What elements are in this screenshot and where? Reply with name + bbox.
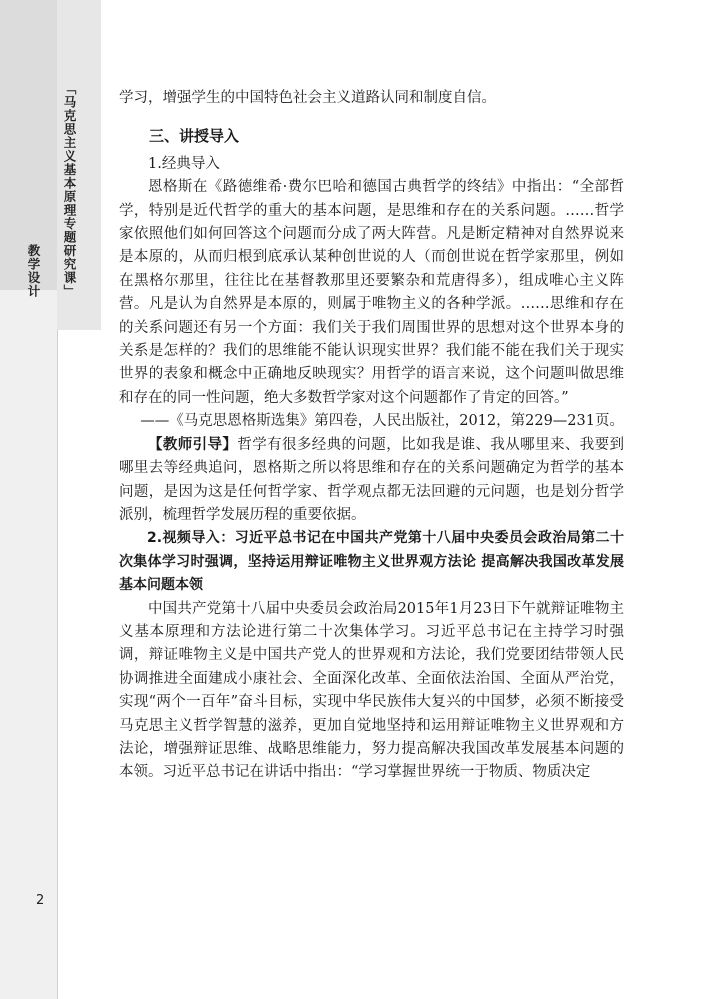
- video-paragraph: 中国共产党第十八届中央委员会政治局2015年1月23日下午就辩证唯物主义基本原理和方法论进行第二十次集体学习。习近平总书记在主持学习时强调，辩证唯物主义是中国共产党人的世界观和方法论，我们党要团结带领人民协调推进全面建成小康社会、全面深化改革、全面依法治国、全面从严治党，实现“两个一百年”奋斗目标，实现中华民族伟大复兴的中国梦，必须不断接受马克思主义哲学智慧的滋养，更加自觉地坚持和运用辩证唯物主义世界观和方法论，增强辩证思维、战略思维能力，努力提高解决我国改革发展基本问题的本领。习近平总书记在讲话中指出：“学习掌握世界统一于物质、物质决定: [119, 600, 624, 781]
- video-heading: 2.视频导入：习近平总书记在中国共产党第十八届中央委员会政治局第二十次集体学习时强调，坚持运用辩证唯物主义世界观方法论 提高解决我国改革发展基本问题本领: [119, 530, 624, 594]
- teacher-guide-text: 哲学有很多经典的问题，比如我是谁、我从哪里来、我要到哪里去等经典追问，恩格斯之所以将思维和存在的关系问题确定为哲学的基本问题，是因为这是任何哲学家、哲学观点都无法回避的元问题，也是划分哲学派别，梳理哲学发展历程的重要依据。: [119, 436, 625, 523]
- section-label: 教学设计: [26, 244, 41, 298]
- citation: ——《马克思恩格斯选集》第四卷，人民出版社，2012，第229—231页。: [140, 413, 624, 430]
- sub-heading-classic: 1.经典导入: [148, 155, 220, 172]
- teacher-guide: [119, 434, 624, 528]
- sidebar-strip-lower: [0, 290, 57, 999]
- intro-continuation: 学习，增强学生的中国特色社会主义道路认同和制度自信。: [119, 90, 496, 106]
- section-heading: 三、讲授导入: [149, 127, 240, 146]
- teacher-guide-tag: 【教师引导】: [148, 436, 238, 453]
- classic-quote: 恩格斯在《路德维希·费尔巴哈和德国古典哲学的终结》中指出：“全部哲学，特别是近代哲学的重大的基本问题，是思维和存在的关系问题。……哲学家依照他们如何回答这个问题而分成了两大阵营。凡是断定精神对自然界说来是本原的，从而归根到底承认某种创世说的人（而创世说在哲学家那里，例如在黑格尔那里，往往比在基督教那里还要繁杂和荒唐得多），组成唯心主义阵营。凡是认为自然界是本原的，则属于唯物主义的各种学派。……思维和存在的关系问题还有另一个方面：我们关于我们周围世界的思想对这个世界本身的关系是怎样的？我们的思维能不能认识现实世界？我们能不能在我们关于现实世界的表象和概念中正确地反映现实？用哲学的语言来说，这个问题叫做思维和存在的同一性问题，绝大多数哲学家对这个问题都作了肯定的回答。”: [119, 179, 624, 406]
- series-label: 「马克思主义基本原理专题研究课」: [62, 82, 77, 298]
- page-content: [119, 87, 624, 785]
- sidebar-divider: [57, 290, 58, 999]
- page-number: 2: [36, 893, 45, 908]
